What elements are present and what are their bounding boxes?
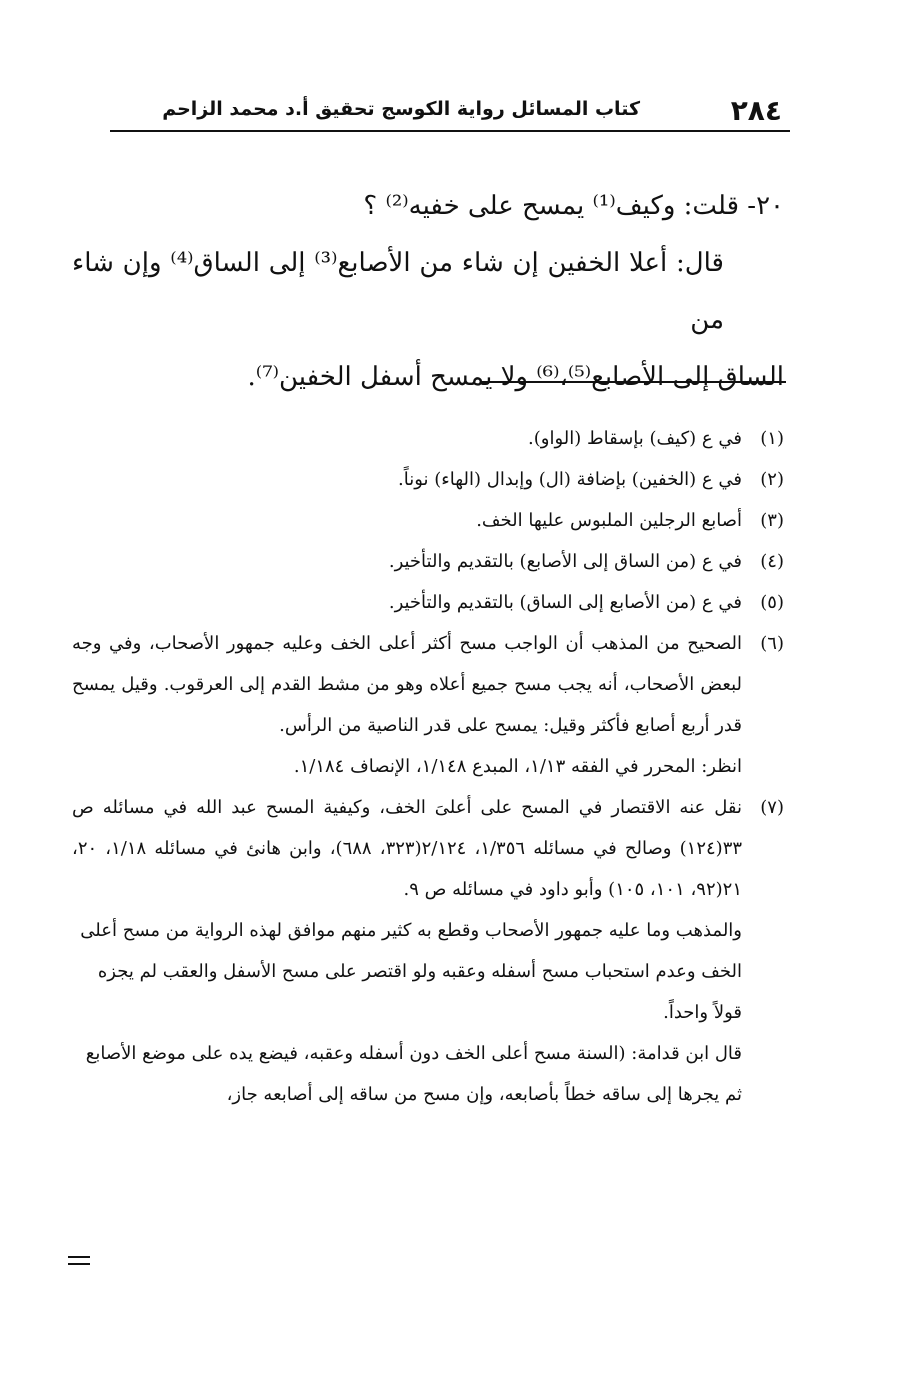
footnote-text: الصحيح من المذهب أن الواجب مسح أكثر أعلى الخف وعليه جمهور الأصحاب، وفي وجه لبعض الأصحاب، أنه يجب مسح جميع أعلاه وهو من مشط القدم إلى العرقوب. وقيل يمسح قدر أربع أصابع فأكثر وقيل: يمسح على قدر الناصية من الرأس. — [72, 633, 742, 736]
continuation-marker — [68, 1256, 90, 1265]
footnote-label: (١) — [760, 428, 784, 449]
footnote-5 — [72, 582, 784, 623]
footnote-label: (٢) — [760, 469, 784, 490]
footnote-3 — [72, 500, 784, 541]
footnote-7-continuation-1: والمذهب وما عليه جمهور الأصحاب وقطع به كثير منهم موافق لهذه الرواية من مسح أعلى الخف وعدم استحباب مسح أسفله وعقبه ولو اقتصر على مسح الأسفل والعقب لم يجزه قولاً واحداً. — [80, 920, 742, 1023]
footnote-6-reference: انظر: المحرر في الفقه ١/١٣، المبدع ١/١٤٨، الإنصاف ١/١٨٤. — [293, 756, 742, 777]
question-line: ٢٠- قلت: وكيف⁽¹⁾ يمسح على خفيه⁽²⁾ ؟ — [363, 191, 784, 221]
footnote-6 — [72, 623, 784, 746]
footnote-7 — [72, 787, 784, 910]
answer-line-1: قال: أعلا الخفين إن شاء من الأصابع⁽³⁾ إلى الساق⁽⁴⁾ وإن شاء من — [72, 248, 724, 335]
running-title: كتاب المسائل رواية الكوسج تحقيق أ.د محمد الزاحم — [162, 98, 640, 120]
footnote-text: في ع (كيف) بإسقاط (الواو). — [528, 428, 742, 449]
footnote-label: (٤) — [760, 551, 784, 572]
main-text — [72, 178, 784, 406]
footnote-label: (٥) — [760, 592, 784, 613]
footnote-1 — [72, 418, 784, 459]
footnote-text: في ع (من الساق إلى الأصابع) بالتقديم والتأخير. — [388, 551, 742, 572]
page-number: ٢٨٤ — [730, 94, 782, 127]
footnote-label: (٣) — [760, 510, 784, 531]
footnotes — [72, 418, 784, 1115]
footnote-label: (٧) — [760, 797, 784, 818]
footnote-label: (٦) — [760, 633, 784, 654]
footnote-text: في ع (الخفين) بإضافة (ال) وإبدال (الهاء) نوناً. — [398, 469, 742, 490]
footnote-text: أصابع الرجلين الملبوس عليها الخف. — [476, 510, 742, 531]
footnote-text: نقل عنه الاقتصار في المسح على أعلىَ الخف، وكيفية المسح عبد الله في مسائله ص ٣٣(١٢٤) وصالح في مسائله ١/٣٥٦، ٢/١٢٤(٣٢٣، ٦٨٨)، وابن هانئ في مسائله ١/١٨، ٢٠، ٢١(٩٢، ١٠١، ١٠٥) وأبو داود في مسائله ص ٩. — [72, 797, 743, 900]
footnote-4 — [72, 541, 784, 582]
page-header — [110, 92, 790, 132]
answer-line-2: الساق إلى الأصابع⁽⁵⁾،⁽⁶⁾ ولا يمسح أسفل الخفين⁽⁷⁾. — [247, 362, 784, 392]
footnote-7-continuation-2: قال ابن قدامة: (السنة مسح أعلى الخف دون أسفله وعقبه، فيضع يده على موضع الأصابع ثم يجرها إلى ساقه خطاً بأصابعه، وإن مسح من ساقه إلى أصابعه جاز، — [85, 1043, 742, 1105]
footnote-text: في ع (من الأصابع إلى الساق) بالتقديم والتأخير. — [388, 592, 742, 613]
footnote-2 — [72, 459, 784, 500]
footnote-separator — [482, 381, 786, 383]
